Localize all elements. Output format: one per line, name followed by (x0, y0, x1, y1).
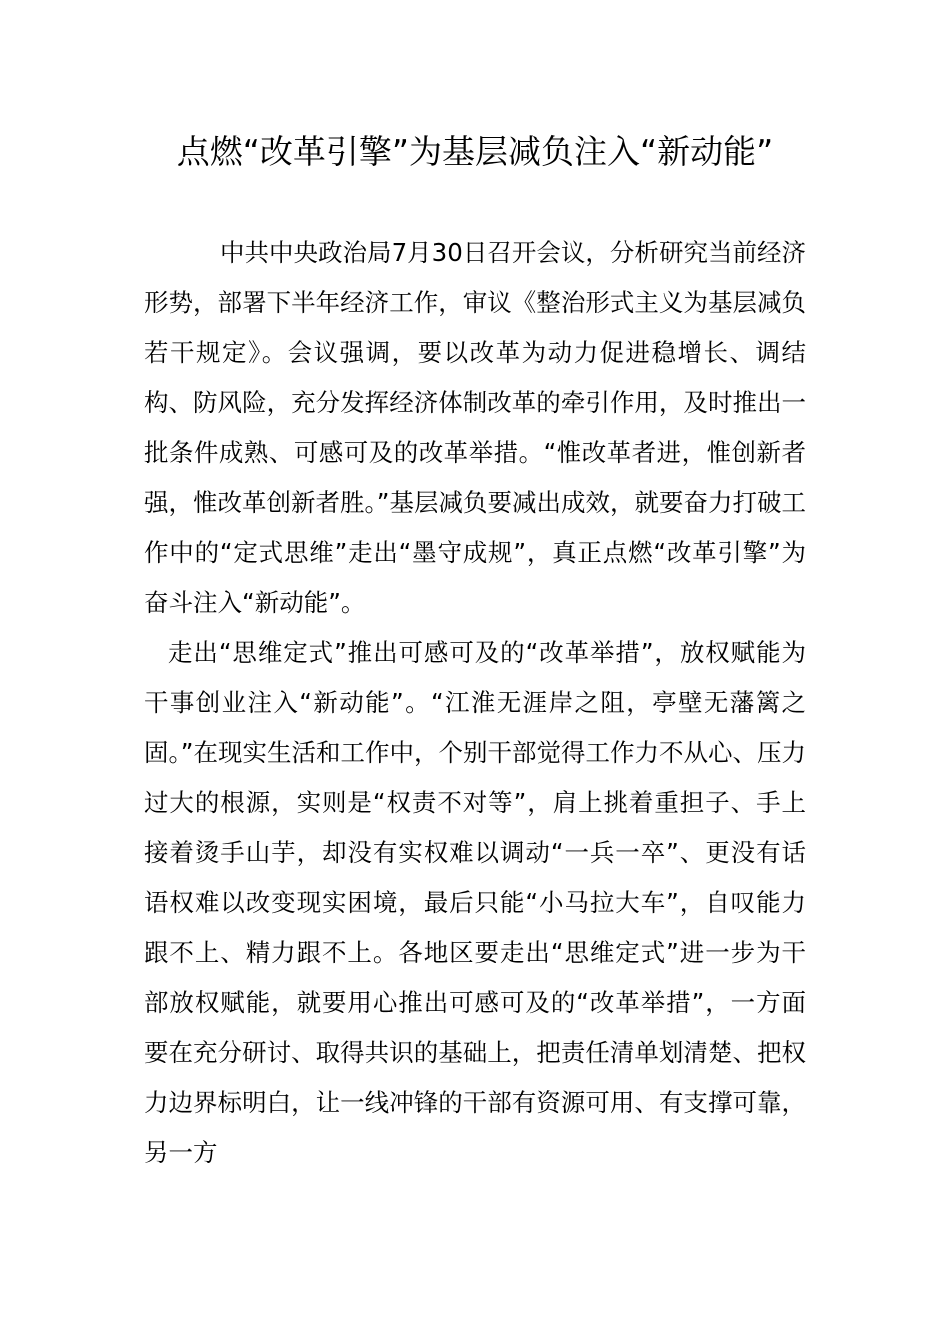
paragraph-1: 中共中央政治局7月30日召开会议，分析研究当前经济形势，部署下半年经济工作，审议《整治形式主义为基层减负若干规定》。会议强调，要以改革为动力促进稳增长、调结构、防风险，充分发挥经济体制改革的牵引作用，及时推出一批条件成熟、可感可及的改革举措。“惟改革者进，惟创新者强，惟改革创新者胜。”基层减负要减出成效，就要奋力打破工作中的“定式思维”走出“墨守成规”，真正点燃“改革引擎”为奋斗注入“新动能”。 (144, 238, 806, 617)
document-title: 点燃“改革引擎”为基层减负注入“新动能” (176, 132, 774, 171)
document-body (144, 228, 806, 1178)
paragraph-2: 走出“思维定式”推出可感可及的“改革举措”，放权赋能为干事创业注入“新动能”。“江淮无涯岸之阻，亭壁无藩篱之固。”在现实生活和工作中，个别干部觉得工作力不从心、压力过大的根源，实则是“权责不对等”，肩上挑着重担子、手上接着烫手山芋，却没有实权难以调动“一兵一卒”、更没有话语权难以改变现实困境，最后只能“小马拉大车”，自叹能力跟不上、精力跟不上。各地区要走出“思维定式”进一步为干部放权赋能，就要用心推出可感可及的“改革举措”，一方面要在充分研讨、取得共识的基础上，把责任清单划清楚、把权力边界标明白，让一线冲锋的干部有资源可用、有支撑可靠，另一方 (144, 638, 806, 1167)
